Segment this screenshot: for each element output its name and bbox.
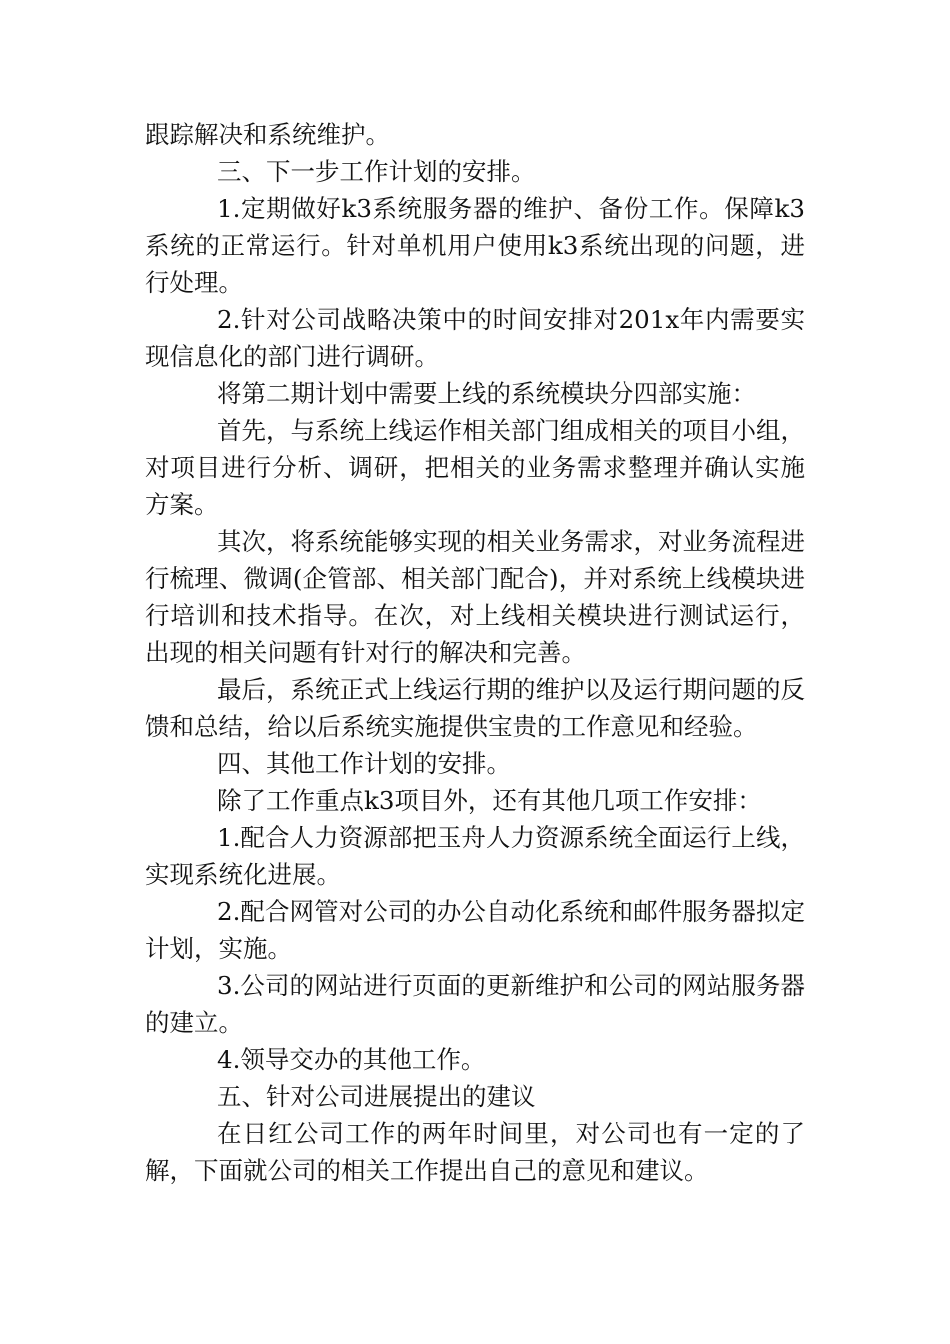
suggestions-intro: 在日红公司工作的两年时间里，对公司也有一定的了解，下面就公司的相关工作提出自己的意见和建议。 <box>145 1119 805 1185</box>
section-heading-next-plan: 三、下一步工作计划的安排。 <box>217 157 536 186</box>
document-body <box>145 116 805 1189</box>
phase-first: 首先，与系统上线运作相关部门组成相关的项目小组，对项目进行分析、调研，把相关的业务需求整理并确认实施方案。 <box>145 416 805 519</box>
section-heading-suggestions: 五、针对公司进展提出的建议 <box>217 1082 536 1111</box>
phase-intro: 将第二期计划中需要上线的系统模块分四部实施： <box>217 379 756 408</box>
plan-item-1: 1.定期做好k3系统服务器的维护、备份工作。保障k3系统的正常运行。针对单机用户使用k3系统出现的问题，进行处理。 <box>145 194 805 297</box>
other-plan-item-3: 3.公司的网站进行页面的更新维护和公司的网站服务器的建立。 <box>145 971 805 1037</box>
phase-last: 最后，系统正式上线运行期的维护以及运行期问题的反馈和总结，给以后系统实施提供宝贵的工作意见和经验。 <box>145 675 805 741</box>
other-plans-intro: 除了工作重点k3项目外，还有其他几项工作安排： <box>217 786 762 815</box>
other-plan-item-1: 1.配合人力资源部把玉舟人力资源系统全面运行上线，实现系统化进展。 <box>145 823 805 889</box>
section-heading-other-plans: 四、其他工作计划的安排。 <box>217 749 511 778</box>
other-plan-item-2: 2.配合网管对公司的办公自动化系统和邮件服务器拟定计划，实施。 <box>145 897 805 963</box>
paragraph-continuation: 跟踪解决和系统维护。 <box>145 120 390 149</box>
plan-item-2: 2.针对公司战略决策中的时间安排对201x年内需要实现信息化的部门进行调研。 <box>145 305 805 371</box>
other-plan-item-4: 4.领导交办的其他工作。 <box>217 1045 486 1074</box>
phase-second: 其次，将系统能够实现的相关业务需求，对业务流程进行梳理、微调(企管部、相关部门配合)，并对系统上线模块进行培训和技术指导。在次，对上线相关模块进行测试运行，出现的相关问题有针对行的解决和完善。 <box>145 527 805 667</box>
